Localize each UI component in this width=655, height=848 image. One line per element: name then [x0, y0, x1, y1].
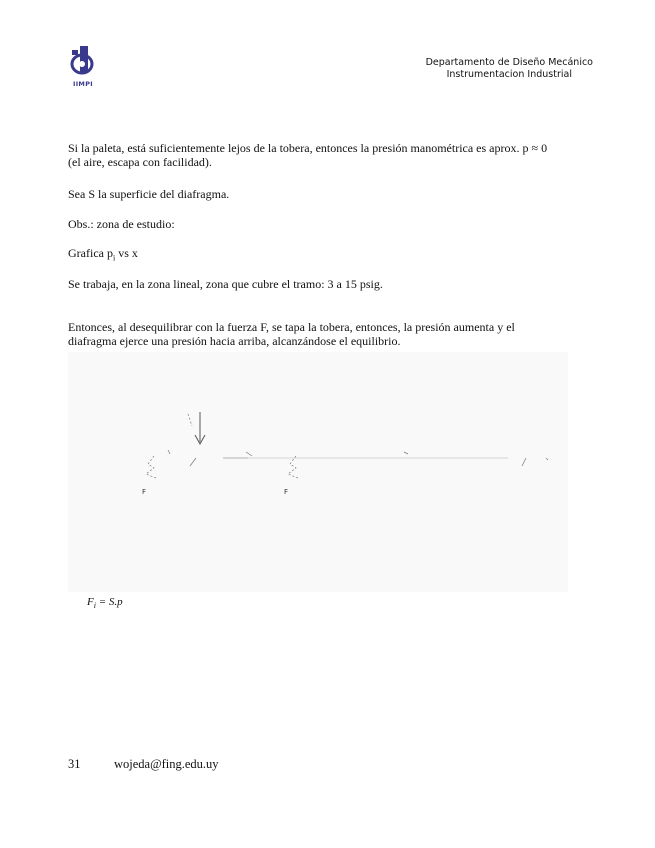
formula-lhs: F: [87, 596, 94, 608]
logo-emblem-icon: [66, 44, 100, 80]
paragraph-1-line-1: Si la paleta, está suficientemente lejos de la tobera, entonces la presión manométrica es aprox. p ≈ 0: [68, 141, 548, 155]
course-name: Instrumentacion Industrial: [446, 69, 572, 80]
tick-marks: [168, 450, 548, 460]
paragraph-6-line-2: diafragma ejerce una presión hacia arriba, alcanzándose el equilibrio.: [68, 334, 401, 348]
author-email: wojeda@fing.edu.uy: [114, 757, 219, 771]
formula-rhs: = S.p: [95, 596, 123, 608]
force-formula: [87, 596, 123, 610]
paragraph-6: [68, 320, 608, 348]
formula-lhs-subscript: i: [93, 601, 96, 611]
pivot-mark-2: [522, 458, 526, 466]
paragraph-3: Obs.: zona de estudio:: [68, 217, 175, 231]
force-balance-diagram: [68, 352, 568, 592]
nozzle-mark: [246, 452, 252, 456]
paragraph-4: [68, 246, 608, 265]
paragraph-2: Sea S la superficie del diafragma.: [68, 187, 230, 201]
bellows-right: [288, 456, 298, 478]
page-footer: [68, 757, 219, 772]
paragraph-1-line-2: (el aire, escapa con facilidad).: [68, 155, 212, 169]
paragraph-5: Se trabaja, en la zona lineal, zona que cubre el tramo: 3 a 15 psig.: [68, 277, 383, 291]
force-label-2: F: [284, 488, 289, 496]
logo-text: IIMPI: [73, 80, 93, 88]
institution-logo: [66, 44, 100, 90]
force-label-1: F: [142, 488, 147, 496]
page-header: [426, 57, 593, 81]
paragraph-4-prefix: Grafica p: [68, 246, 113, 260]
paragraph-4-subscript: i: [112, 253, 116, 263]
force-arrow-icon: [195, 412, 205, 444]
paragraph-4-suffix: vs x: [115, 246, 138, 260]
pivot-mark-1: [190, 458, 196, 466]
department-name: Departamento de Diseño Mecánico: [425, 57, 593, 68]
bellows-left: [146, 456, 156, 478]
arrow-shaft-dash: [188, 414, 192, 426]
page-number: 31: [68, 757, 81, 771]
paragraph-6-line-1: Entonces, al desequilibrar con la fuerza F, se tapa la tobera, entonces, la presión aumenta y el: [68, 320, 515, 334]
paragraph-1: [68, 141, 608, 169]
